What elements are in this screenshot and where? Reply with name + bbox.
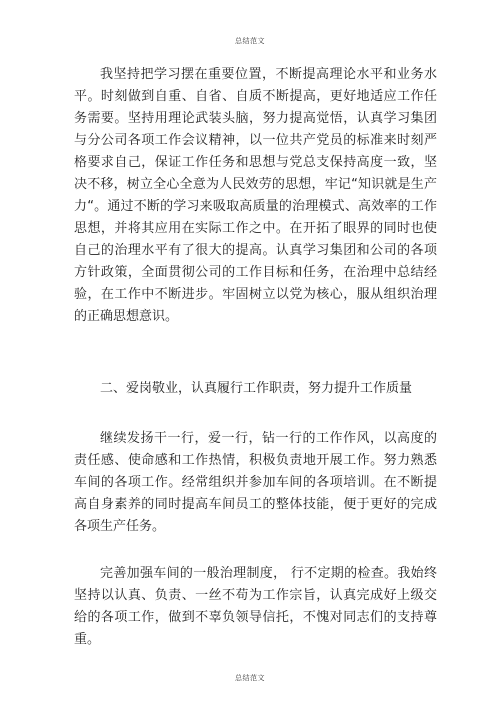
page-header: 总结范文 — [235, 37, 265, 45]
document-body — [74, 64, 437, 647]
section-heading-dedication: 二、爱岗敬业，认真履行工作职责，努力提升工作质量 — [100, 381, 413, 396]
paragraph-study: 我坚持把学习摆在重要位置，不断提高理论水平和业务水平。时刻做到自重、自省、自质不断提高，更好地适应工作任务需要。坚持用理论武装头脑，努力提高觉悟，认真学习集团与分公司各项工作会议精神，以一位共产党员的标准来时刻严格要求自己，保证工作任务和思想与党总支保持高度一致，坚决不移，树立全心全意为人民效劳的思想，牢记“知识就是生产力“。通过不断的学习来吸取高质量的治理模式、高效率的工作思想，并将其应用在实际工作之中。在开拓了眼界的同时也使自己的治理水平有了很大的提高。认真学习集团和公司的各项方针政策，全面贯彻公司的工作目标和任务，在治理中总结经验，在工作中不断进步。牢固树立以党为核心，服从组织治理的正确思想意识。 — [74, 67, 437, 324]
page-footer: 总结范文 — [235, 674, 265, 682]
paragraph-management: 完善加强车间的一般治理制度， 行不定期的检查。我始终坚持以认真、负责、一丝不苟为工作宗旨，认真完成好上级交给的各项工作，做到不辜负领导信托，不愧对同志们的支持尊重。 — [74, 566, 437, 647]
paragraph-work-style: 继续发扬干一行，爱一行，钻一行的工作作风，以高度的责任感、使命感和工作热情，积极负责地开展工作。努力熟悉车间的各项工作。经常组织并参加车间的各项培训。在不断提高自身素养的同时提高车间员工的整体技能，便于更好的完成各项生产任务。 — [74, 431, 437, 534]
